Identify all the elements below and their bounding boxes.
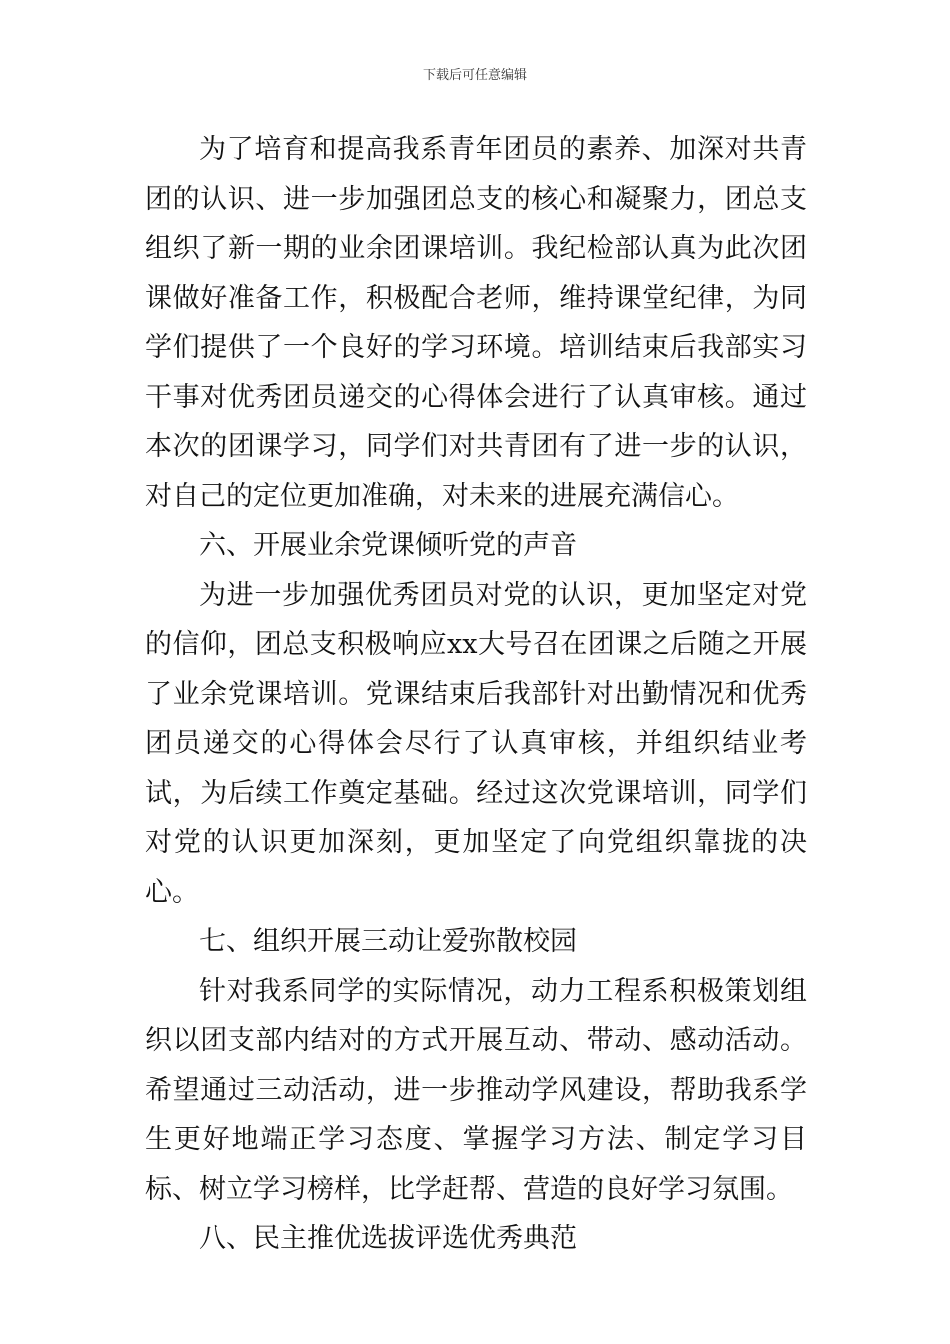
paragraph-party-course: 为进一步加强优秀团员对党的认识，更加坚定对党的信仰，团总支积极响应xx大号召在团课之后随之开展了业余党课培训。党课结束后我部针对出勤情况和优秀团员递交的心得体会尽行了认真审核，并组织结业考试，为后续工作奠定基础。经过这次党课培训，同学们对党的认识更加深刻，更加坚定了向党组织靠拢的决心。	[145, 579, 807, 908]
section-heading-6: 六、开展业余党课倾听党的声音	[199, 530, 577, 561]
paragraph-league-course: 为了培育和提高我系青年团员的素养、加深对共青团的认识、进一步加强团总支的核心和凝聚力，团总支组织了新一期的业余团课培训。我纪检部认真为此次团课做好准备工作，积极配合老师，维持课堂纪律，为同学们提供了一个良好的学习环境。培训结束后我部实习干事对优秀团员递交的心得体会进行了认真审核。通过本次的团课学习，同学们对共青团有了进一步的认识，对自己的定位更加准确，对未来的进展充满信心。	[145, 134, 807, 512]
section-heading-8: 八、民主推优选拔评选优秀典范	[199, 1223, 577, 1254]
paragraph-three-activities: 针对我系同学的实际情况，动力工程系积极策划组织以团支部内结对的方式开展互动、带动、感动活动。希望通过三动活动，进一步推动学风建设，帮助我系学生更好地端正学习态度、掌握学习方法、制定学习目标、树立学习榜样，比学赶帮、营造的良好学习氛围。	[145, 975, 807, 1205]
section-heading-7: 七、组织开展三动让爱弥散校园	[199, 926, 577, 957]
document-body	[145, 125, 807, 1264]
page-header-note: 下载后可任意编辑	[422, 68, 527, 83]
